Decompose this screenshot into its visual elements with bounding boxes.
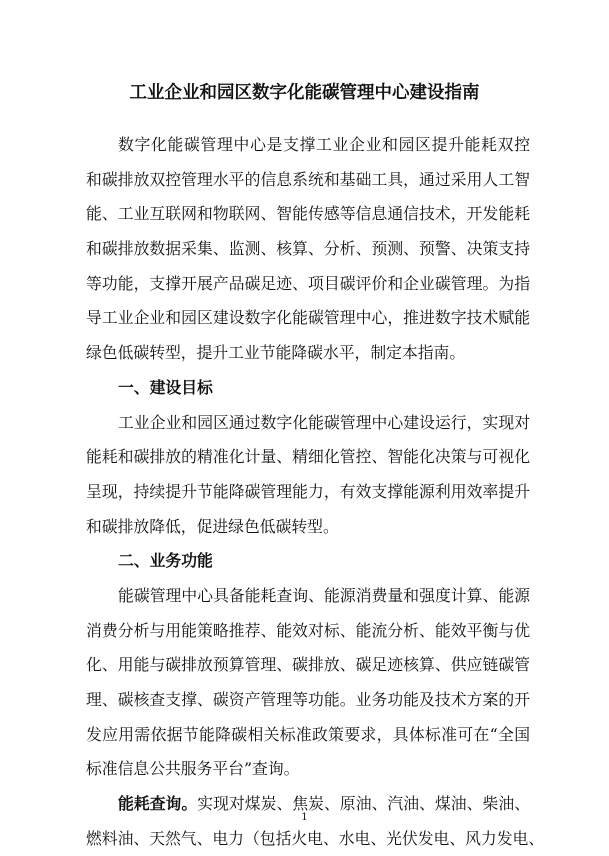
paragraph-line: 化、用能与碳排放预算管理、碳排放、碳足迹核算、供应链碳管	[86, 655, 530, 675]
paragraph-line: 和碳排放双控管理水平的信息系统和基础工具，通过采用人工智	[86, 169, 530, 189]
section-heading: 二、业务功能	[118, 551, 213, 571]
paragraph-line: 和碳排放数据采集、监测、核算、分析、预测、预警、决策支持	[86, 239, 530, 259]
paragraph-line: 能碳管理中心具备能耗查询、能源消费量和强度计算、能源	[118, 585, 530, 605]
document-title: 工业企业和园区数字化能碳管理中心建设指南	[129, 83, 480, 103]
paragraph-line: 消费分析与用能策略推荐、能效对标、能流分析、能效平衡与优	[86, 620, 530, 640]
paragraph-lead: 能耗查询。	[118, 794, 198, 814]
page-number: 1	[301, 812, 308, 823]
paragraph-line: 燃料油、天然气、电力（包括火电、水电、光伏发电、风力发电、	[86, 828, 545, 848]
section-heading: 一、建设目标	[118, 377, 213, 397]
paragraph-line: 导工业企业和园区建设数字化能碳管理中心，推进数字技术赋能	[86, 308, 530, 328]
paragraph-line: 等功能，支撑开展产品碳足迹、项目碳评价和企业碳管理。为指	[86, 273, 530, 293]
paragraph-line: 能、工业互联网和物联网、智能传感等信息通信技术，开发能耗	[86, 204, 530, 224]
paragraph-line: 工业企业和园区通过数字化能碳管理中心建设运行，实现对	[118, 412, 530, 432]
paragraph-line: 理、碳核查支撑、碳资产管理等功能。业务功能及技术方案的开	[86, 690, 530, 709]
paragraph-line: 绿色低碳转型，提升工业节能降碳水平，制定本指南。	[86, 343, 466, 363]
paragraph-text: 实现对煤炭、焦炭、原油、汽油、煤油、柴油、	[197, 794, 530, 814]
paragraph-line: 标准信息公共服务平台”查询。	[86, 759, 300, 779]
paragraph-line: 能耗和碳排放的精准化计量、精细化管控、智能化决策与可视化	[86, 447, 530, 467]
paragraph-line: 数字化能碳管理中心是支撑工业企业和园区提升能耗双控	[118, 135, 530, 154]
document-body	[86, 128, 545, 856]
paragraph-line: 和碳排放降低，促进绿色低碳转型。	[86, 516, 339, 536]
paragraph-line: 呈现，持续提升节能降碳管理能力，有效支撑能源利用效率提升	[86, 481, 530, 501]
paragraph-line: 发应用需依据节能降碳相关标准政策要求，具体标准可在“全国	[86, 724, 530, 744]
